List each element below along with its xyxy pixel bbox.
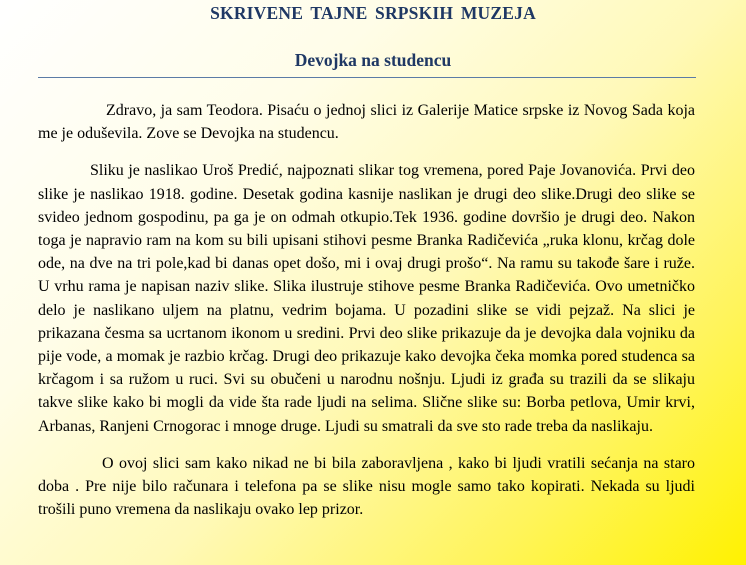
paragraph-description: Sliku je naslikao Uroš Predić, najpoznati slikar tog vremena, pored Paje Jovanovića. Prvi deo slike je naslikao 1918. godine. Desetak godina kasnije naslikan je drugi deo slike.Drugi deo slike se svideo jednom gospodinu, pa ga je on odmah otkupio.Tek 1936. godine dovršio je drugi deo. Nakon toga je napravio ram na kom su bili upisani stihovi pesme Branka Radičevića „ruka klonu, krčag dole ode, na dve na tri pole,kad bi danas opet došo, mi i ovaj drugi prošo“. Na ramu su takođe šare i ruže. U vrhu rama je napisan naziv slike. Slika ilustruje stihove pesme Branka Radičevića. Ovo umetničko delo je naslikano uljem na platnu, vedrim bojama. U pozadini slike se vidi pejzaž. Na slici je prikazana česma sa ucrtanom ikonom u sredini. Prvi deo slike prikazuje da je devojka dala vojniku da pije vode, a momak je razbio krčag. Drugi deo prikazuje kako devojka čeka momka pored studenca sa krčagom i sa ružom u ruci. Svi su obučeni u narodnu nošnju. Ljudi iz građa su trazili da se slikaju takve slike kako bi mogli da vide šta rade ljudi na selima. Slične slike su: Borba petlova, Umir krvi, Arbanas, Ranjeni Crnogorac i mnoge druge. Ljudi su smatrali da sve sto rade treba da naslikaju. [38,162,695,435]
article-title: Devojka na studencu [294,50,452,70]
paragraph-intro: Zdravo, ja sam Teodora. Pisaću o jednoj slici iz Galerije Matice srpske iz Novog Sada koja me je oduševila. Zove se Devojka na studencu. [38,102,695,143]
article-body [38,99,695,521]
title-divider [38,77,696,78]
paragraph-conclusion: O ovoj slici sam kako nikad ne bi bila zaboravljena , kako bi ljudi vratili sećanja na staro doba . Pre nije bilo računara i telefona pa se slike nisu mogle samo tako kopirati. Nekada su ljudi trošili puno vremena da naslikaju ovako lep prizor. [38,454,695,519]
site-title: SKRIVENE TAJNE SRPSKIH MUZEJA [210,3,536,23]
